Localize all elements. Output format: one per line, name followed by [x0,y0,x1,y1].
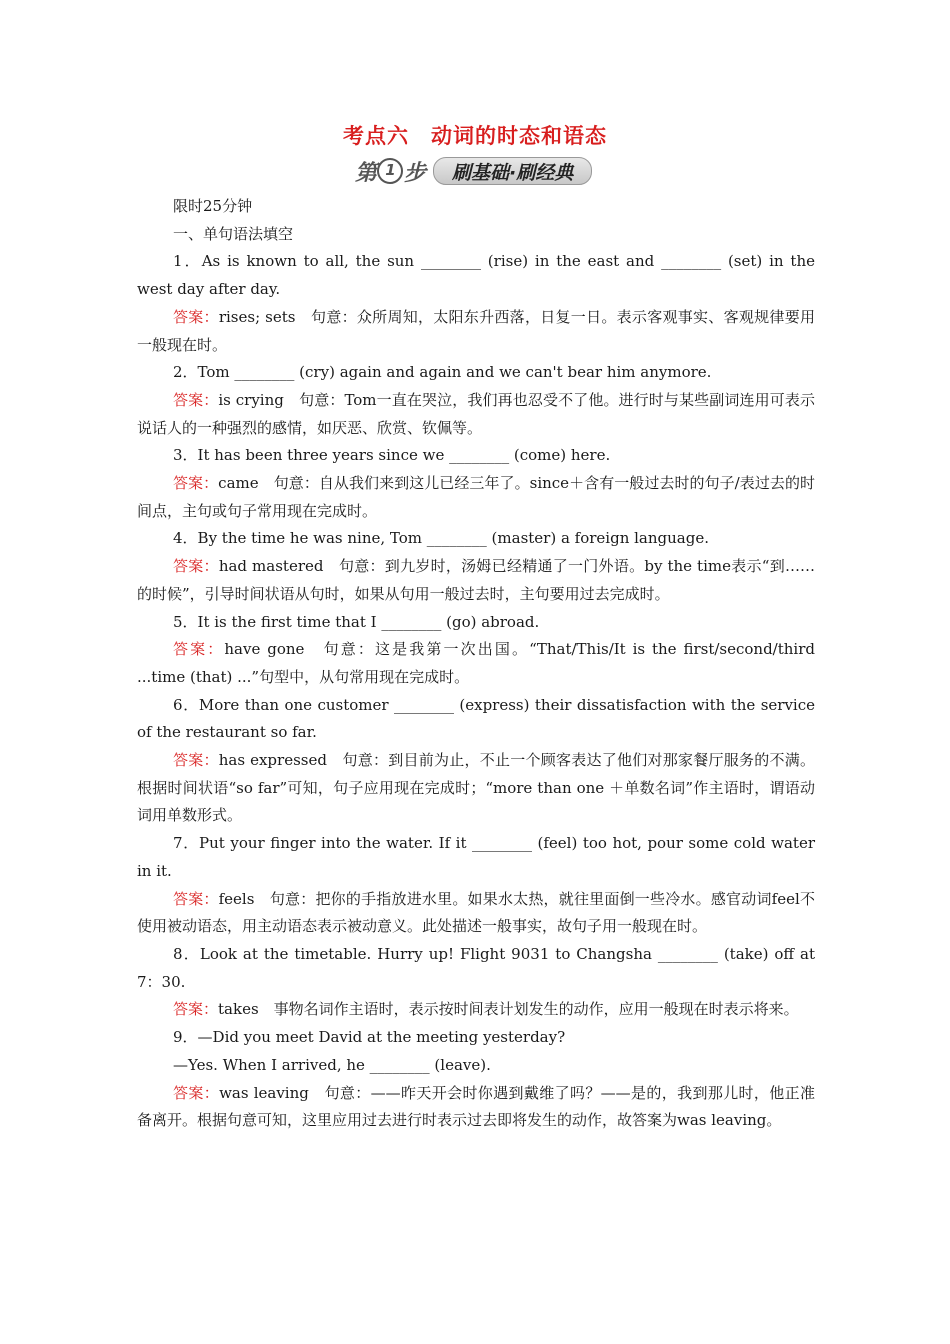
question-3: 3．It has been three years since we ________ (come) here. [173,446,611,465]
answer-6 [137,747,815,830]
answer-7 [137,886,815,941]
question-9: 9．—Did you meet David at the meeting yesterday? [173,1028,566,1047]
answer-text: rises; sets 句意：众所周知，太阳东升西落，日复一日。表示客观事实、客观规律要用一般现在时。 [137,307,815,354]
question-7: 7．Put your finger into the water. If it ________ (feel) too hot, pour some cold water in it. [137,834,815,880]
answer-label: 答案： [173,1000,219,1019]
answer-text: came 句意：自从我们来到这儿已经三年了。since＋含有一般过去时的句子/表过去的时间点，主句或句子常用现在完成时。 [137,474,815,520]
step-number-circle: 1 [377,158,403,184]
answer-text: takes 事物名词作主语时，表示按时间表计划发生的动作，应用一般现在时表示将来。 [218,1000,799,1019]
question-6: 6．More than one customer ________ (express) their dissatisfaction with the service of the restaurant so far. [137,695,815,742]
answer-label: 答案： [173,390,219,409]
answer-label: 答案： [173,557,219,576]
question-1: 1．As is known to all, the sun ________ (rise) in the east and ________ (set) in the west day after day. [137,252,815,299]
answer-4 [137,553,815,608]
answer-label: 答案： [173,640,225,659]
answer-text: had mastered 句意：到九岁时，汤姆已经精通了一门外语。by the time表示“到……的时候”，引导时间状语从句时，如果从句用一般过去时，主句要用过去完成时。 [137,557,815,603]
section-heading: 一、单句语法填空 [173,224,294,243]
answer-9 [137,1080,815,1135]
answer-text: has expressed 句意：到目前为止，不止一个顾客表达了他们对那家餐厅服务的不满。根据时间状语“so far”可知，句子应用现在完成时；“more than one ＋单数名词”作主语时，谓语动词用单数形式。 [137,751,815,825]
answer-5 [137,636,815,691]
answer-text: is crying 句意：Tom一直在哭泣，我们再也忍受不了他。进行时与某些副词连用可表示说话人的一种强烈的感情，如厌恶、欣赏、钦佩等。 [137,390,815,437]
answer-label: 答案： [173,889,219,908]
answer-8 [137,996,815,1024]
exercise-content [137,193,815,1135]
step-pill-label: 刷基础·刷经典 [433,157,592,185]
step-prefix: 第 [355,160,377,186]
question-8: 8．Look at the timetable. Hurry up! Flight 9031 to Changsha ________ (take) off at 7：30. [137,944,815,991]
answer-3 [137,470,815,525]
answer-1 [137,304,815,359]
step-banner [355,156,592,186]
answer-2 [137,387,815,442]
page-title: 考点六 动词的时态和语态 [343,124,607,148]
answer-label: 答案： [173,307,219,326]
answer-label: 答案： [173,1083,220,1102]
answer-text: was leaving 句意：——昨天开会时你遇到戴维了吗？——是的，我到那儿时，他正准备离开。根据句意可知，这里应用过去进行时表示过去即将发生的动作，故答案为was leaving。 [137,1083,815,1130]
time-limit: 限时25分钟 [173,197,253,215]
question-4: 4．By the time he was nine, Tom ________ (master) a foreign language. [173,529,709,548]
answer-label: 答案： [173,474,219,493]
question-2: 2．Tom ________ (cry) again and again and we can't bear him anymore. [173,363,712,382]
answer-label: 答案： [173,751,219,770]
answer-text: feels 句意：把你的手指放进水里。如果水太热，就往里面倒一些冷水。感官动词feel不使用被动语态，用主动语态表示被动意义。此处描述一般事实，故句子用一般现在时。 [137,889,815,936]
answer-text: have gone 句意：这是我第一次出国。“That/This/It is the first/second/third ...time (that) ...”句型中，从句常用现在完成时。 [137,640,815,686]
step-suffix: 步 [404,160,426,186]
question-9-reply: —Yes. When I arrived, he ________ (leave). [173,1055,491,1074]
question-5: 5．It is the first time that I ________ (go) abroad. [173,612,540,631]
